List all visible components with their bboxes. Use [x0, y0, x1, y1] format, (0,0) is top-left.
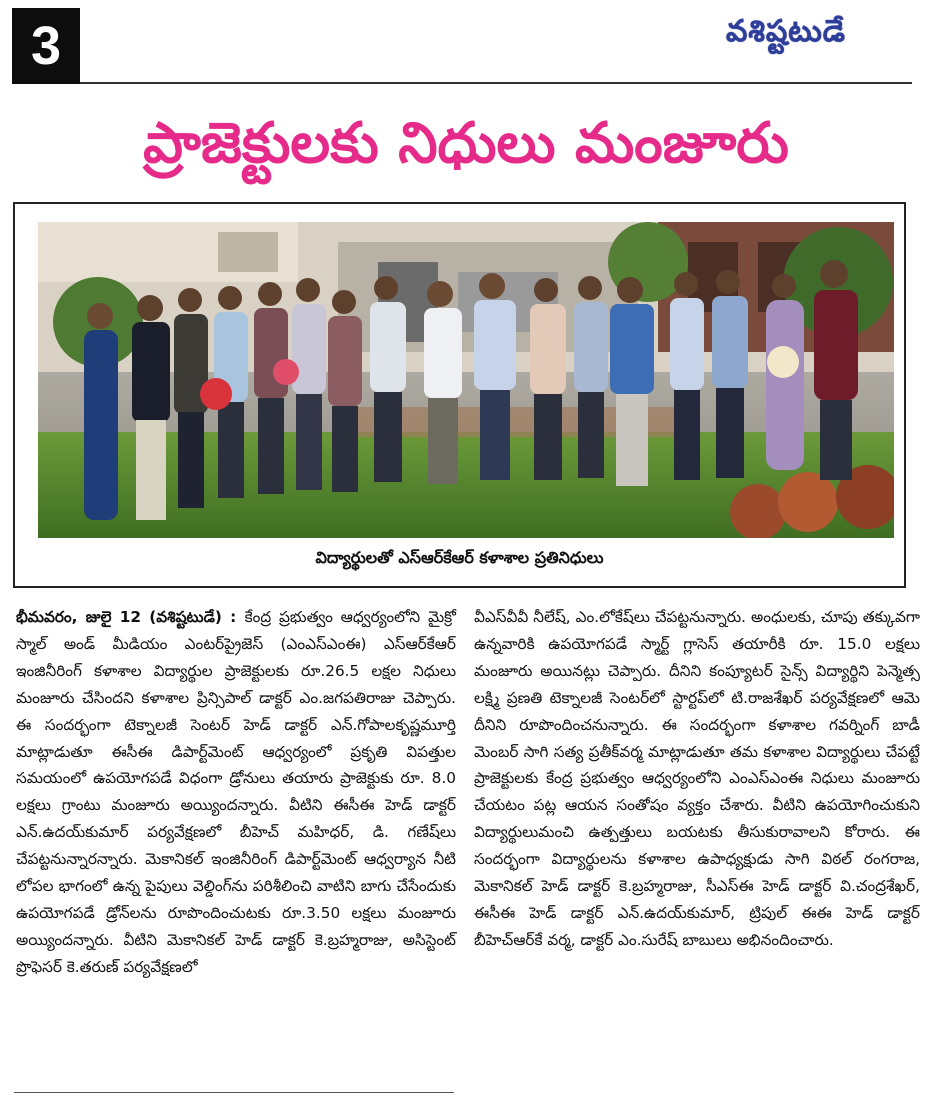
article-text-right: వీఎస్‌వీవీ నీలేష్, ఎం.లోకేష్‌లు చేపట్టనున్నారు. అంధులకు, చూపు తక్కువగా ఉన్నవారికి ఉపయోగపడే స్మార్ట్ గ్లాసెస్ తయారీకి రూ. 15.0 లక్షలు మంజూరు అయినట్లు చెప్పారు. దీనిని కంప్యూటర్ సైన్స్ విద్యార్థిని పెన్మెత్స లక్ష్మి ప్రణతి టెక్నాలజీ సెంటర్‌లో స్టార్టప్‌లో టి.రాజశేఖర్ పర్యవేక్షణలో ఆమె దీనిని రూపొందించనున్నారు. ఈ సందర్భంగా కళాశాల గవర్నింగ్ బాడీ మెంబర్ సాగి సత్య ప్రతీక్‌వర్మ మాట్లాడుతూ తమ కళాశాల విద్యార్థులు చేపట్టే ప్రాజెక్టులకు కేంద్ర ప్రభుత్వం ఆధ్వర్యంలోని ఎంఎస్ఎంఈ నిధులు మంజూరు చేయటం పట్ల ఆయన సంతోషం వ్యక్తం చేశారు. వీటిని ఉపయోగించుకుని విద్యార్థులుమంచి ఉత్పత్తులు బయటకు తీసుకురావాలని కోరారు. ఈ సందర్భంగా విద్యార్థులను కళాశాల ఉపాధ్యక్షుడు సాగి విఠల్ రంగరాజ, మెకానికల్ హెడ్ డాక్టర్ కె.బ్రహ్మరాజు, సీఎస్ఈ హెడ్ డాక్టర్ వి.చంద్రశేఖర్, ఈసీఈ హెడ్ డాక్టర్ ఎన్.ఉదయ్‌కుమార్, ట్రిపుల్ ఈఈ హెడ్ డాక్టర్ బీహెచ్ఆర్‌కే వర్మ, డాక్టర్ ఎం.సురేష్ బాబులు అభినందించారు.	[474, 608, 920, 949]
group-photo	[38, 222, 894, 538]
article-headline: ప్రాజెక్టులకు నిధులు మంజూరు	[143, 111, 789, 176]
article-text-left: కేంద్ర ప్రభుత్వం ఆధ్వర్యంలోని మైక్రో స్మాల్ అండ్ మీడియం ఎంటర్‌ప్రైజెస్ (ఎంఎస్ఎంఈ) ఎస్ఆర్‌కేఆర్ ఇంజినీరింగ్ కళాశాల విద్యార్థుల ప్రాజెక్టులకు రూ.26.5 లక్షల నిధులు మంజూరు చేసిందని కళాశాల ప్రిన్సిపాల్ డాక్టర్ ఎం.జగపతిరాజు చెప్పారు. ఈ సందర్భంగా టెక్నాలజీ సెంటర్ హెడ్ డాక్టర్ ఎన్.గోపాలకృష్ణమూర్తి మాట్లాడుతూ ఈసీఈ డిపార్ట్‌మెంట్ ఆధ్వర్యంలో ప్రకృతి విపత్తుల సమయంలో ఉపయోగపడే విధంగా డ్రోనులు తయారు ప్రాజెక్టుకు రూ. 8.0 లక్షలు గ్రాంటు మంజూరు అయ్యిందన్నారు. వీటిని ఈసీఈ హెడ్ డాక్టర్ ఎన్.ఉదయ్‌కుమార్ పర్యవేక్షణలో బీహెచ్ మహిధర్, డి. గణేష్‌లు చేపట్టనున్నారన్నారు. మెకానికల్ ఇంజినీరింగ్ డిపార్ట్‌మెంట్ ఆధ్వర్యాన నీటి లోపల భాగంలో ఉన్న పైపులు వెల్డింగ్‌ను పరిశీలించి వాటిని బాగు చేసేందుకు ఉపయోగపడే డ్రోన్‌లను రూపొందించుటకు రూ.3.50 లక్షలు మంజూరు అయ్యిందన్నారు. వీటిని మెకానికల్ హెడ్ డాక్టర్ కె.బ్రహ్మరాజు, అసిస్టెంట్ ప్రొఫెసర్ కె.తరుణ్ పర్యవేక్షణలో	[16, 608, 456, 976]
photo-caption: విద్యార్థులతో ఎస్ఆర్‌కేఆర్ కళాశాల ప్రతినిధులు	[315, 548, 604, 567]
article-column-right	[474, 604, 920, 954]
article-dateline: భీమవరం, జులై 12 (వశిష్టటుడే) :	[16, 608, 245, 626]
article-column-left	[16, 604, 456, 981]
header-rule	[80, 82, 912, 84]
photo-box	[13, 202, 906, 588]
article-body	[16, 604, 918, 1084]
page-number: 3	[12, 8, 80, 84]
footer-rule	[14, 1092, 454, 1093]
newspaper-masthead: వశిష్టటుడే	[726, 14, 846, 49]
group-photo-illustration	[38, 222, 894, 538]
